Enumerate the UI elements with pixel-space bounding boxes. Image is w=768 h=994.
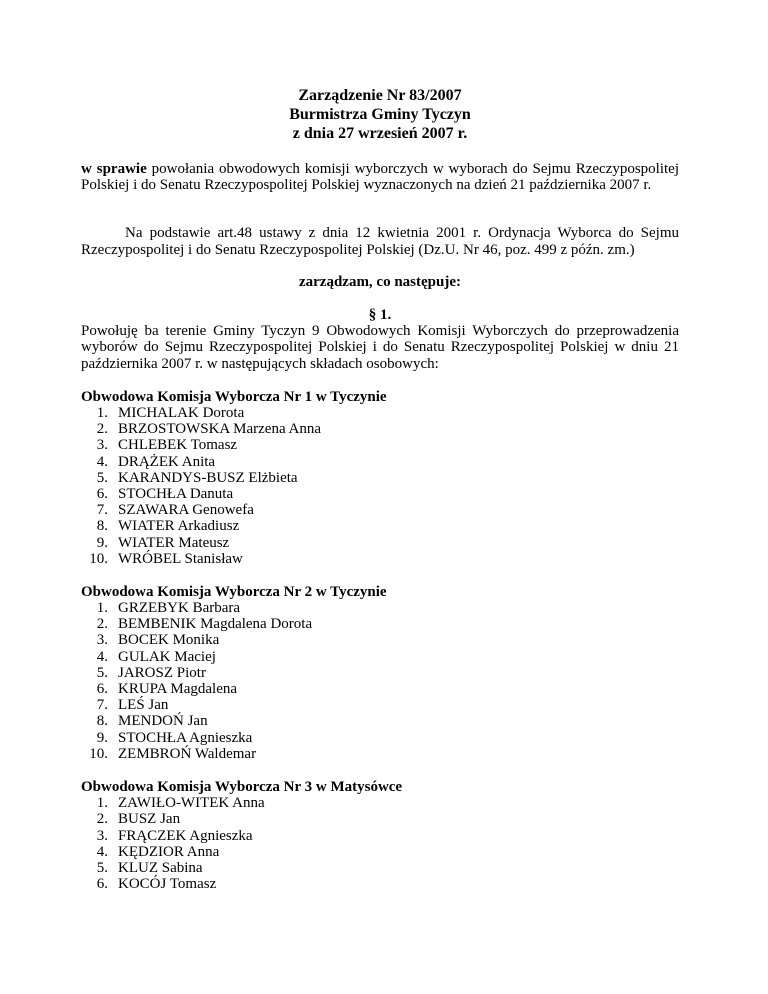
list-item	[81, 470, 679, 486]
commission-title: Obwodowa Komisja Wyborcza Nr 1 w Tyczynie	[81, 388, 387, 405]
list-item	[81, 649, 679, 665]
member-name: GULAK Maciej	[118, 648, 216, 665]
list-item	[81, 551, 679, 567]
list-item	[81, 600, 679, 616]
item-number: 5.	[96, 469, 108, 486]
member-name: MICHALAK Dorota	[118, 405, 245, 422]
item-number: 7.	[96, 697, 108, 714]
member-name: MENDOŃ Jan	[118, 713, 208, 730]
member-name: SZAWARA Genowefa	[118, 502, 254, 519]
member-name: WIATER Arkadiusz	[118, 518, 240, 535]
list-item	[81, 535, 679, 551]
item-number: 9.	[96, 534, 108, 551]
document-page	[81, 86, 679, 892]
item-number: 4.	[96, 453, 108, 470]
member-name: BOCEK Monika	[118, 632, 220, 649]
list-item	[81, 697, 679, 713]
list-item	[81, 421, 679, 437]
member-name: KOCÓJ Tomasz	[118, 876, 217, 893]
list-item	[81, 746, 679, 762]
item-number: 4.	[96, 843, 108, 860]
commission-title: Obwodowa Komisja Wyborcza Nr 2 w Tyczynie	[81, 583, 387, 600]
member-name: JAROSZ Piotr	[118, 664, 206, 681]
list-item	[81, 616, 679, 632]
item-number: 5.	[96, 859, 108, 876]
item-number: 7.	[96, 502, 108, 519]
member-name: STOCHŁA Danuta	[118, 485, 234, 502]
member-name: STOCHŁA Agnieszka	[118, 729, 253, 746]
section-text: Powołuję ba terenie Gminy Tyczyn 9 Obwodowych Komisji Wyborczych do przeprowadzenia wyborów do Sejmu Rzeczypospolitej Polskiej i do Senatu Rzeczypospolitej Polskiej w dniu 21 października 2007 r. w następujących składach osobowych:	[81, 323, 679, 372]
item-number: 6.	[96, 876, 108, 893]
commission-title: Obwodowa Komisja Wyborcza Nr 3 w Matysówce	[81, 778, 403, 795]
member-list	[81, 600, 679, 762]
ordinance-number: Zarządzenie Nr 83/2007	[298, 87, 462, 104]
member-name: DRĄŻEK Anita	[118, 453, 216, 470]
member-name: GRZEBYK Barbara	[118, 600, 241, 617]
subject-lead: w sprawie	[81, 161, 147, 177]
member-name: KĘDZIOR Anna	[118, 843, 220, 860]
member-list	[81, 405, 679, 567]
list-item	[81, 713, 679, 729]
list-item	[81, 454, 679, 470]
item-number: 1.	[96, 405, 108, 422]
commission-3	[81, 779, 679, 892]
document-header	[81, 86, 679, 143]
item-number: 10.	[89, 550, 108, 567]
item-number: 9.	[96, 729, 108, 746]
list-item	[81, 502, 679, 518]
item-number: 3.	[96, 437, 108, 454]
list-item	[81, 681, 679, 697]
list-item	[81, 860, 679, 876]
list-item	[81, 795, 679, 811]
member-name: KLUZ Sabina	[118, 859, 203, 876]
legal-basis: Na podstawie art.48 ustawy z dnia 12 kwietnia 2001 r. Ordynacja Wyborca do Sejmu Rzeczypospolitej i do Senatu Rzeczypospolitej Polskiej (Dz.U. Nr 46, poz. 499 z późn. zm.)	[81, 225, 679, 258]
item-number: 2.	[96, 616, 108, 633]
item-number: 8.	[96, 518, 108, 535]
subject-text: powołania obwodowych komisji wyborczych w wyborach do Sejmu Rzeczypospolitej Polskiej i do Senatu Rzeczypospolitej Polskiej wyznaczonych na dzień 21 października 2007 r.	[81, 161, 680, 194]
member-name: KARANDYS-BUSZ Elżbieta	[118, 469, 298, 486]
member-name: KRUPA Magdalena	[118, 681, 238, 698]
member-name: FRĄCZEK Agnieszka	[118, 827, 253, 844]
item-number: 8.	[96, 713, 108, 730]
member-name: CHLEBEK Tomasz	[118, 437, 238, 454]
item-number: 6.	[96, 485, 108, 502]
list-item	[81, 665, 679, 681]
list-item	[81, 828, 679, 844]
ordinance-date: z dnia 27 wrzesień 2007 r.	[292, 125, 468, 142]
decree-statement: zarządzam, co następuje:	[298, 273, 462, 290]
ordinance-subject	[81, 161, 679, 193]
item-number: 2.	[96, 811, 108, 828]
list-item	[81, 518, 679, 534]
member-name: BUSZ Jan	[118, 811, 181, 828]
member-name: BEMBENIK Magdalena Dorota	[118, 616, 313, 633]
item-number: 1.	[96, 600, 108, 617]
list-item	[81, 437, 679, 453]
list-item	[81, 405, 679, 421]
list-item	[81, 844, 679, 860]
member-name: ZAWIŁO-WITEK Anna	[118, 795, 265, 812]
item-number: 10.	[89, 745, 108, 762]
list-item	[81, 632, 679, 648]
item-number: 6.	[96, 681, 108, 698]
commission-1	[81, 389, 679, 567]
item-number: 1.	[96, 795, 108, 812]
member-name: WIATER Mateusz	[118, 534, 230, 551]
member-list	[81, 795, 679, 892]
list-item	[81, 486, 679, 502]
item-number: 4.	[96, 648, 108, 665]
member-name: BRZOSTOWSKA Marzena Anna	[118, 421, 322, 438]
member-name: ZEMBROŃ Waldemar	[118, 745, 257, 762]
list-item	[81, 876, 679, 892]
list-item	[81, 730, 679, 746]
item-number: 3.	[96, 632, 108, 649]
commission-2	[81, 584, 679, 762]
ordinance-issuer: Burmistrza Gminy Tyczyn	[289, 106, 471, 123]
item-number: 5.	[96, 664, 108, 681]
section-sign: § 1.	[368, 307, 392, 324]
item-number: 2.	[96, 421, 108, 438]
item-number: 3.	[96, 827, 108, 844]
member-name: WRÓBEL Stanisław	[118, 550, 243, 567]
member-name: LEŚ Jan	[118, 697, 169, 714]
list-item	[81, 811, 679, 827]
